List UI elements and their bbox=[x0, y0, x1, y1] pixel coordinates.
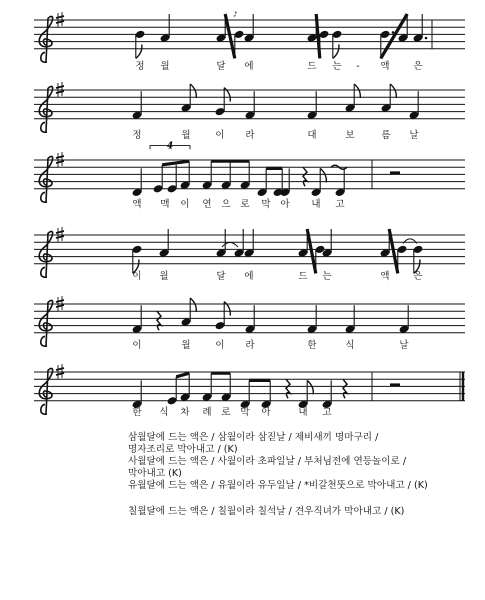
treble-clef-icon bbox=[39, 156, 52, 202]
note bbox=[158, 229, 169, 258]
note bbox=[408, 91, 419, 120]
lyric-syllable: 달 bbox=[216, 271, 226, 282]
note bbox=[131, 380, 142, 409]
music-staff-system bbox=[0, 76, 485, 136]
lyric-syllable: 차 bbox=[180, 407, 190, 418]
lyric-syllable: 액 bbox=[380, 61, 390, 72]
note bbox=[256, 168, 267, 197]
verse-line: 유월달에 드는 액은 / 유월이라 유두일날 / *비갈천뚯으로 막아내고 / (K) bbox=[128, 480, 428, 491]
note bbox=[201, 373, 212, 402]
note bbox=[220, 373, 231, 402]
lyric-row bbox=[0, 406, 485, 420]
lyric-syllable: 으 bbox=[221, 199, 231, 210]
lyric-syllable: 식 bbox=[345, 340, 355, 351]
lyric-syllable: 연 bbox=[202, 199, 212, 210]
lyric-syllable: 에 bbox=[244, 271, 254, 282]
lyric-syllable: 이 bbox=[180, 199, 190, 210]
note bbox=[179, 373, 190, 402]
lyric-syllable: 월 bbox=[160, 61, 170, 72]
verse-gap bbox=[128, 492, 478, 506]
lyric-syllable: 름 bbox=[381, 130, 391, 141]
lyric-row bbox=[0, 129, 485, 143]
note-flag bbox=[320, 168, 326, 182]
notes bbox=[131, 372, 463, 409]
note bbox=[239, 161, 250, 190]
lyric-syllable: 에 bbox=[244, 61, 254, 72]
note bbox=[180, 84, 196, 113]
note bbox=[306, 91, 317, 120]
note-flag bbox=[390, 84, 396, 98]
lyric-syllable: 고 bbox=[322, 407, 332, 418]
beam bbox=[225, 14, 235, 58]
lyric-syllable: 라 bbox=[245, 130, 255, 141]
note bbox=[201, 161, 212, 190]
note bbox=[306, 305, 317, 334]
lyric-syllable: 드 bbox=[298, 271, 308, 282]
lyric-syllable: 이 bbox=[132, 340, 142, 351]
grace-note: ♪ bbox=[233, 10, 238, 19]
quarter-rest bbox=[286, 379, 290, 398]
note bbox=[180, 298, 196, 327]
lyric-syllable: 보 bbox=[345, 130, 355, 141]
lyric-syllable: 내 bbox=[311, 199, 321, 210]
lyric-syllable: 날 bbox=[409, 130, 419, 141]
lyric-syllable: 례 bbox=[202, 407, 212, 418]
staff bbox=[34, 82, 465, 132]
quarter-rest bbox=[343, 379, 347, 398]
note bbox=[334, 168, 345, 197]
note-flag bbox=[136, 44, 142, 58]
note bbox=[244, 305, 255, 334]
note bbox=[380, 84, 396, 113]
note bbox=[166, 165, 177, 194]
note bbox=[131, 305, 142, 334]
lyric-row bbox=[0, 198, 485, 212]
lyric-syllable: 액 bbox=[380, 271, 390, 282]
music-staff-system bbox=[0, 6, 485, 66]
tie bbox=[222, 243, 238, 248]
note bbox=[134, 30, 145, 59]
lyric-syllable: 월 bbox=[159, 271, 169, 282]
lyric-row bbox=[0, 339, 485, 353]
notes bbox=[131, 84, 419, 120]
half-rest bbox=[390, 383, 400, 386]
lyric-syllable: 내 bbox=[298, 407, 308, 418]
note-flag bbox=[307, 380, 313, 394]
lyric-syllable: 맥 bbox=[160, 199, 170, 210]
note bbox=[239, 380, 250, 409]
note bbox=[398, 305, 409, 334]
lyric-syllable: 는 bbox=[322, 271, 332, 282]
lyric-syllable: 막 bbox=[240, 407, 250, 418]
note bbox=[297, 380, 313, 409]
beam bbox=[307, 229, 316, 273]
note bbox=[166, 377, 177, 406]
note bbox=[344, 84, 360, 113]
lyric-syllable: 식 bbox=[159, 407, 169, 418]
lyric-syllable: 은 bbox=[413, 271, 423, 282]
lyric-syllable: 로 bbox=[221, 407, 231, 418]
verse-line: 막아내고 (K) bbox=[128, 468, 182, 479]
lyric-syllable: 막 bbox=[261, 199, 271, 210]
note bbox=[159, 14, 170, 43]
notes bbox=[131, 229, 423, 273]
quarter-rest bbox=[157, 311, 161, 330]
note bbox=[243, 229, 254, 258]
note bbox=[243, 14, 254, 43]
lyric-row bbox=[0, 270, 485, 284]
note bbox=[131, 91, 142, 120]
note bbox=[244, 91, 255, 120]
note bbox=[233, 229, 244, 258]
lyric-syllable: 날 bbox=[399, 340, 409, 351]
note-flag bbox=[333, 44, 339, 58]
notes bbox=[131, 160, 400, 197]
lyric-syllable: 아 bbox=[261, 407, 271, 418]
lyric-syllable: 이 bbox=[215, 340, 225, 351]
lyric-syllable: 드 bbox=[307, 61, 317, 72]
note-flag bbox=[190, 84, 196, 98]
tuplet-number: 4 bbox=[166, 141, 174, 152]
lyric-syllable: 달 bbox=[216, 61, 226, 72]
beam bbox=[176, 373, 189, 377]
lyric-syllable: 월 bbox=[181, 340, 191, 351]
tuplet-bracket bbox=[150, 142, 190, 152]
lyric-syllable: 액 bbox=[132, 199, 142, 210]
verse-line: 명자조리로 막아내고 / (K) bbox=[128, 444, 238, 455]
note-flag bbox=[190, 298, 196, 312]
verse-lyrics bbox=[128, 432, 478, 518]
dot bbox=[425, 37, 428, 40]
note bbox=[310, 168, 326, 197]
lyric-syllable: 월 bbox=[181, 130, 191, 141]
note bbox=[331, 30, 342, 59]
verse-line: 칠월달에 드는 액은 / 칠월이라 칠석날 / 견우직녀가 막아내고 / (K) bbox=[128, 506, 405, 517]
beam bbox=[389, 229, 398, 273]
notes bbox=[131, 298, 409, 334]
verse-line: 삼월달에 드는 액은 / 삼월이라 삼짇날 / 제비새끼 명마구리 / bbox=[128, 432, 379, 443]
lyric-syllable: 아 bbox=[280, 199, 290, 210]
beam bbox=[162, 161, 189, 165]
lyric-syllable: 정 bbox=[135, 61, 145, 72]
lyric-syllable: 이 bbox=[215, 130, 225, 141]
lyric-syllable: 은 bbox=[413, 61, 423, 72]
lyric-syllable: 는 bbox=[332, 61, 342, 72]
note bbox=[131, 168, 142, 197]
note bbox=[152, 165, 163, 194]
note bbox=[279, 168, 290, 197]
note bbox=[412, 14, 427, 43]
note bbox=[215, 229, 226, 258]
note bbox=[220, 161, 231, 190]
note bbox=[321, 380, 332, 409]
lyric-syllable: - bbox=[356, 61, 360, 72]
lyric-row bbox=[0, 60, 485, 74]
lyric-syllable: 대 bbox=[307, 130, 317, 141]
treble-clef-icon bbox=[39, 86, 52, 132]
lyric-syllable: 이 bbox=[132, 271, 142, 282]
note bbox=[260, 380, 271, 409]
note-flag bbox=[354, 84, 360, 98]
lyric-syllable: 정 bbox=[132, 130, 142, 141]
lyric-syllable: 고 bbox=[335, 199, 345, 210]
note bbox=[321, 229, 332, 258]
lyric-syllable: 로 bbox=[240, 199, 250, 210]
lyric-syllable: 한 bbox=[132, 407, 142, 418]
verse-line: 사월달에 드는 액은 / 사월이라 초파일날 / 부처님전에 연등놀이로 / bbox=[128, 456, 407, 467]
treble-clef-icon bbox=[39, 16, 52, 62]
beam bbox=[316, 14, 320, 58]
quarter-rest bbox=[303, 167, 307, 186]
note bbox=[179, 161, 190, 190]
lyric-syllable: 한 bbox=[307, 340, 317, 351]
half-rest bbox=[390, 171, 400, 174]
note bbox=[344, 305, 355, 334]
music-staff-system bbox=[0, 141, 485, 206]
tie bbox=[403, 239, 417, 244]
lyric-syllable: 라 bbox=[245, 340, 255, 351]
